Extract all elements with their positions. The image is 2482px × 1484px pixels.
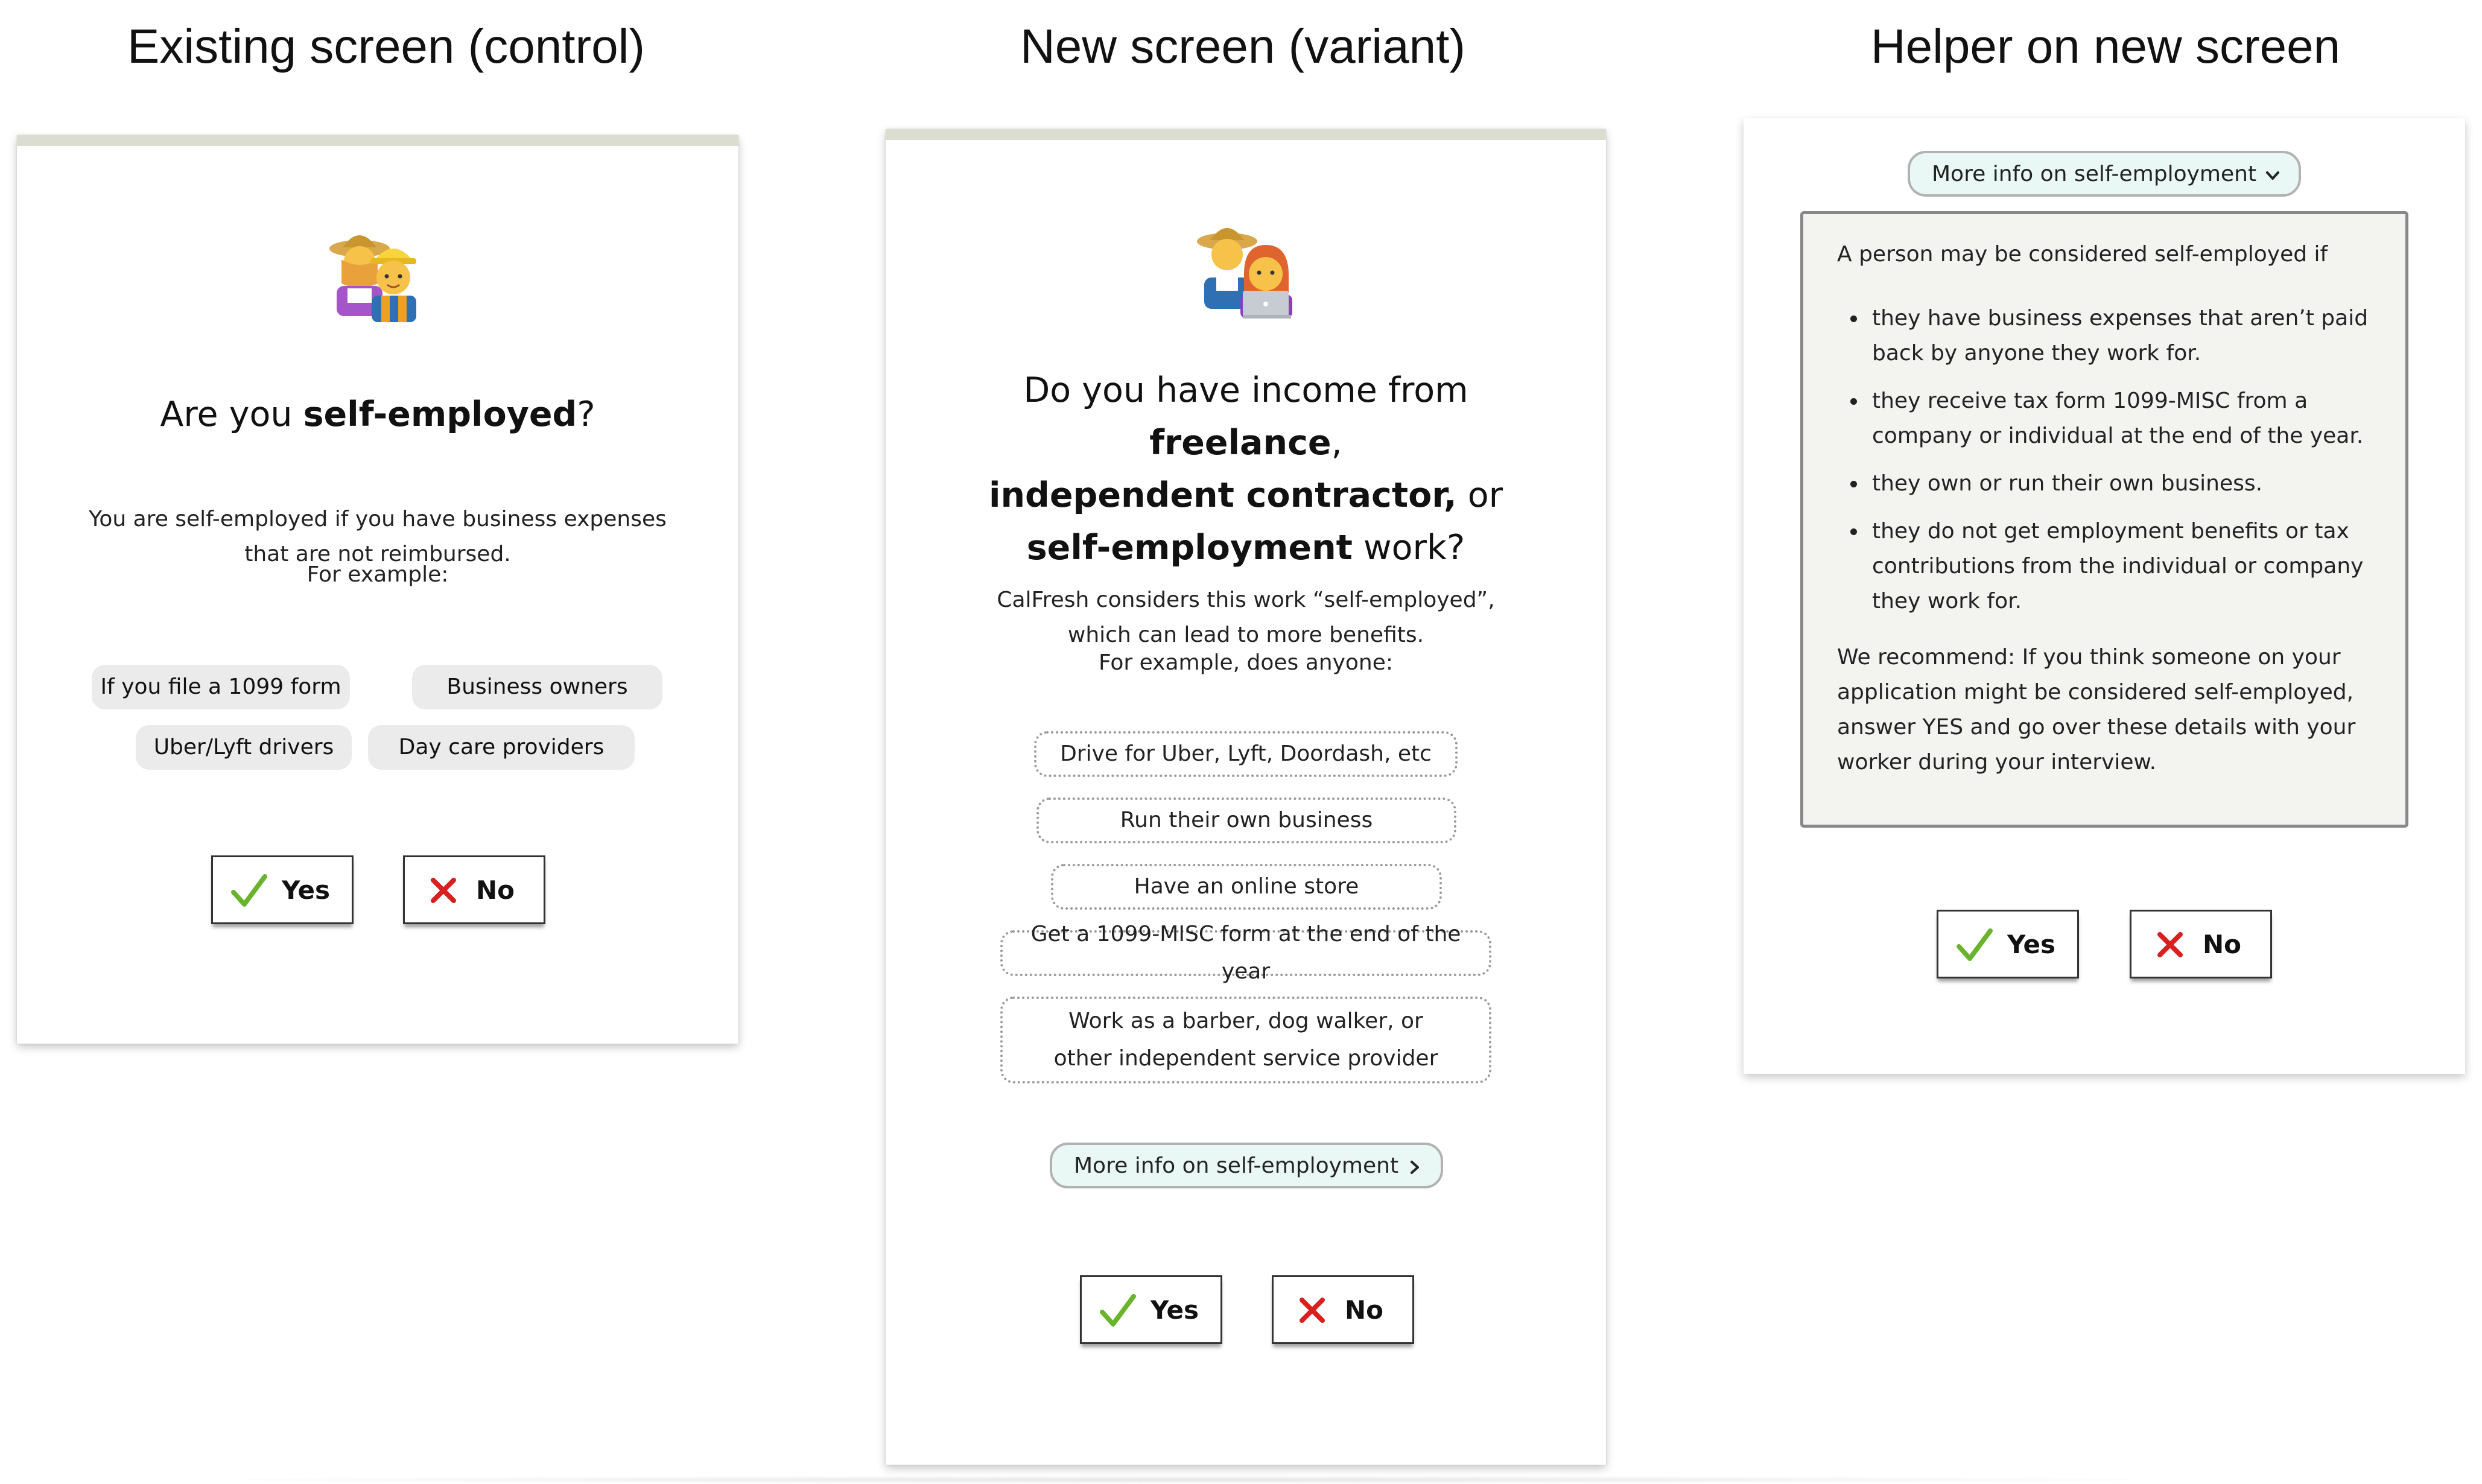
check-icon <box>1957 928 1993 962</box>
question-text: work? <box>1352 528 1465 568</box>
variant-description: CalFresh considers this work “self-employed”, which can lead to more benefits. <box>997 588 1495 647</box>
yes-label: Yes <box>1151 1295 1199 1325</box>
helper-bullet: they receive tax form 1099-MISC from a company or individual at the end of the year. <box>1872 384 2385 454</box>
control-description: You are self-employed if you have business expenses that are not reimbursed. <box>89 507 667 566</box>
card-top-bar <box>886 129 1606 140</box>
chevron-down-icon <box>2262 165 2283 186</box>
check-icon <box>231 874 267 908</box>
more-info-button-expanded[interactable] <box>1908 151 2301 197</box>
example-item: Have an online store <box>1051 864 1442 910</box>
no-button[interactable] <box>1272 1275 1414 1344</box>
farmer-and-construction-worker-icon <box>326 226 430 322</box>
example-pill: Business owners <box>412 665 662 709</box>
more-info-button[interactable] <box>1050 1143 1443 1188</box>
yes-button[interactable] <box>1937 910 2079 978</box>
example-pill: Day care providers <box>368 725 635 770</box>
control-question <box>17 388 738 441</box>
more-info-label: More info on self-employment <box>1074 1153 1399 1178</box>
control-for-example: For example: <box>306 562 449 587</box>
helper-bullet: they own or run their own business. <box>1872 466 2385 501</box>
card-top-bar <box>17 135 738 146</box>
helper-bullet: they do not get employment benefits or tax contributions from the individual or company they work for. <box>1872 514 2385 619</box>
example-pill: Uber/Lyft drivers <box>136 725 352 770</box>
yes-label: Yes <box>2007 929 2056 959</box>
check-icon <box>1100 1294 1136 1328</box>
heading-control: Existing screen (control) <box>127 19 646 73</box>
no-button[interactable] <box>2130 910 2272 978</box>
question-text: Are you <box>160 395 303 434</box>
yes-label: Yes <box>282 875 331 905</box>
question-emphasis: self-employed <box>303 395 577 434</box>
question-text: , <box>1331 423 1342 463</box>
example-item: Work as a barber, dog walker, or other independent service provider <box>1000 997 1491 1083</box>
no-label: No <box>476 875 515 905</box>
variant-question <box>934 364 1558 574</box>
helper-bullet: they have business expenses that aren’t paid back by anyone they work for. <box>1872 301 2385 371</box>
question-emphasis: freelance <box>1149 423 1331 463</box>
chevron-right-icon <box>1404 1157 1425 1178</box>
example-item: Run their own business <box>1036 797 1456 843</box>
more-info-label: More info on self-employment <box>1932 161 2257 186</box>
yes-button[interactable] <box>1080 1275 1222 1344</box>
helper-recommendation: We recommend: If you think someone on your application might be considered self-employed, answer YES and go over these details with your worker during your interview. <box>1837 645 2356 775</box>
helper-screen-card <box>1744 118 2465 1074</box>
question-text-end: ? <box>577 395 595 434</box>
question-emphasis: independent contractor, <box>988 475 1457 515</box>
yes-button[interactable] <box>211 855 354 924</box>
helper-intro: A person may be considered self-employed if <box>1837 242 2328 267</box>
no-label: No <box>1345 1295 1384 1325</box>
variant-screen-card <box>886 129 1606 1465</box>
heading-helper: Helper on new screen <box>1870 19 2341 73</box>
x-icon <box>430 877 457 904</box>
example-pill: If you file a 1099 form <box>92 665 350 709</box>
no-button[interactable] <box>403 855 545 924</box>
no-label: No <box>2203 929 2242 959</box>
farmer-and-laptop-worker-icon <box>1192 220 1300 321</box>
self-employment-info-panel <box>1800 211 2408 828</box>
control-screen-card <box>17 135 738 1044</box>
question-text: or <box>1456 475 1503 515</box>
example-item: Drive for Uber, Lyft, Doordash, etc <box>1034 731 1458 777</box>
heading-variant: New screen (variant) <box>1020 19 1465 73</box>
question-text: Do you have income from <box>1023 370 1468 410</box>
example-item: Get a 1099-MISC form at the end of the year <box>1000 930 1491 976</box>
variant-for-example: For example, does anyone: <box>1098 650 1394 675</box>
helper-bullet-list <box>1872 301 2385 632</box>
x-icon <box>2157 931 2183 958</box>
x-icon <box>1299 1297 1325 1324</box>
question-emphasis: self-employment <box>1026 528 1353 568</box>
